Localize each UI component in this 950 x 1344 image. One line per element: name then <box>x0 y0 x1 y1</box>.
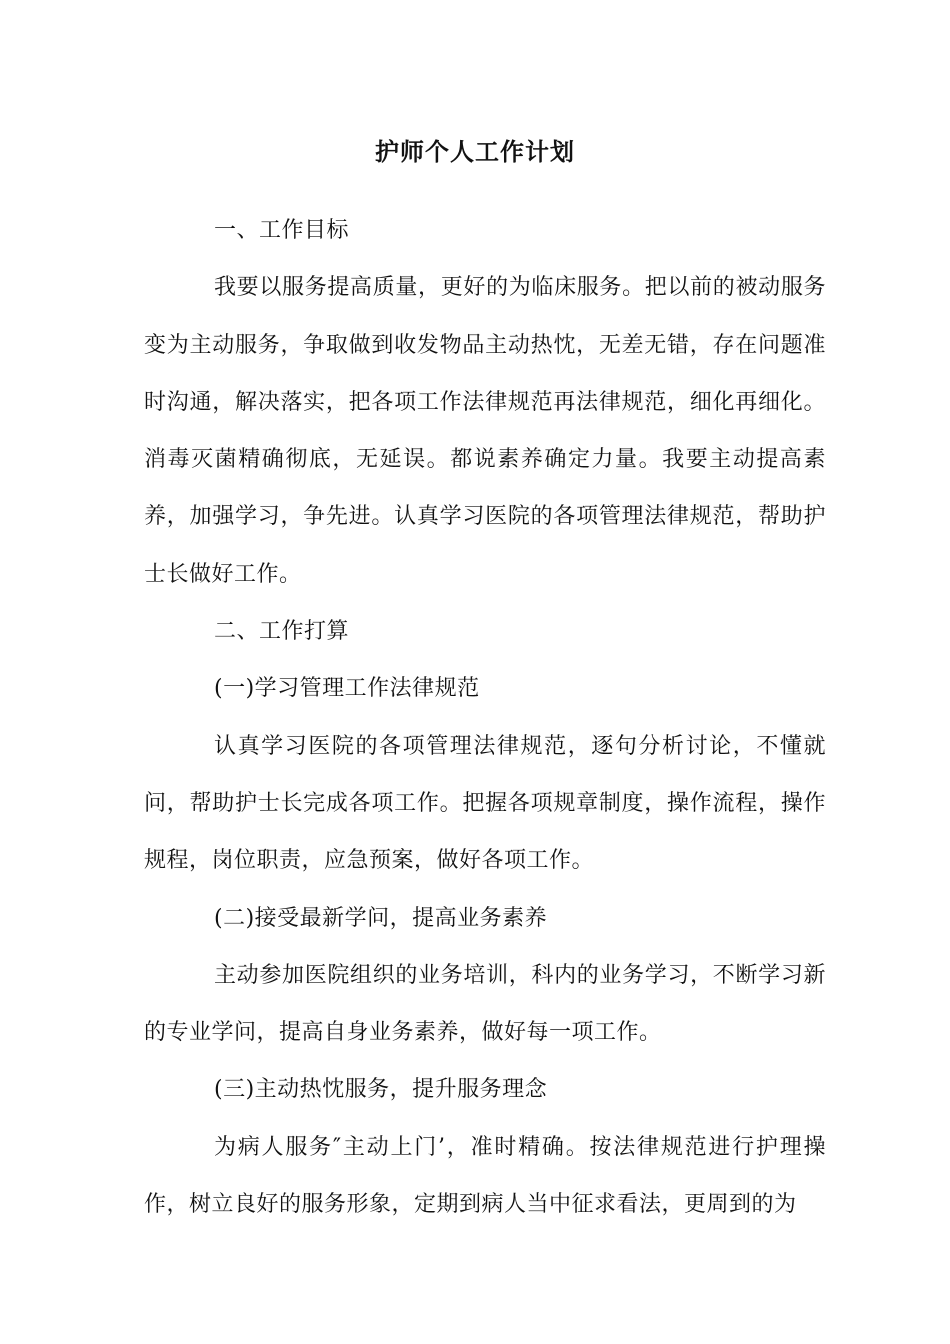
subheading-study-rules: (一)学习管理工作法律规范 <box>214 676 480 702</box>
section-heading-plans: 二、工作打算 <box>214 619 350 645</box>
paragraph-study-rules: 认真学习医院的各项管理法律规范，逐句分析讨论，不懂就问，帮助护士长完成各项工作。把握各项规章制度，操作流程，操作规程，岗位职责，应急预案，做好各项工作。 <box>144 733 826 874</box>
document-title: 护师个人工作计划 <box>375 137 575 166</box>
paragraph-goals: 我要以服务提高质量，更好的为临床服务。把以前的被动服务变为主动服务，争取做到收发物品主动热忱，无差无错，存在问题准时沟通，解决落实，把各项工作法律规范再法律规范，细化再细化。消毒灭菌精确彻底，无延误。都说素养确定力量。我要主动提高素养，加强学习，争先进。认真学习医院的各项管理法律规范，帮助护士长做好工作。 <box>144 275 826 587</box>
subheading-new-knowledge: (二)接受最新学问，提高业务素养 <box>214 905 548 931</box>
subheading-service: (三)主动热忱服务，提升服务理念 <box>214 1077 548 1103</box>
paragraph-service: 为病人服务″主动上门’，准时精确。按法律规范进行护理操作，树立良好的服务形象，定期到病人当中征求看法，更周到的为 <box>144 1134 826 1218</box>
paragraph-new-knowledge: 主动参加医院组织的业务培训，科内的业务学习，不断学习新的专业学问，提高自身业务素养，做好每一项工作。 <box>144 962 826 1046</box>
section-heading-goals: 一、工作目标 <box>214 218 350 243</box>
document-body <box>144 202 826 1233</box>
